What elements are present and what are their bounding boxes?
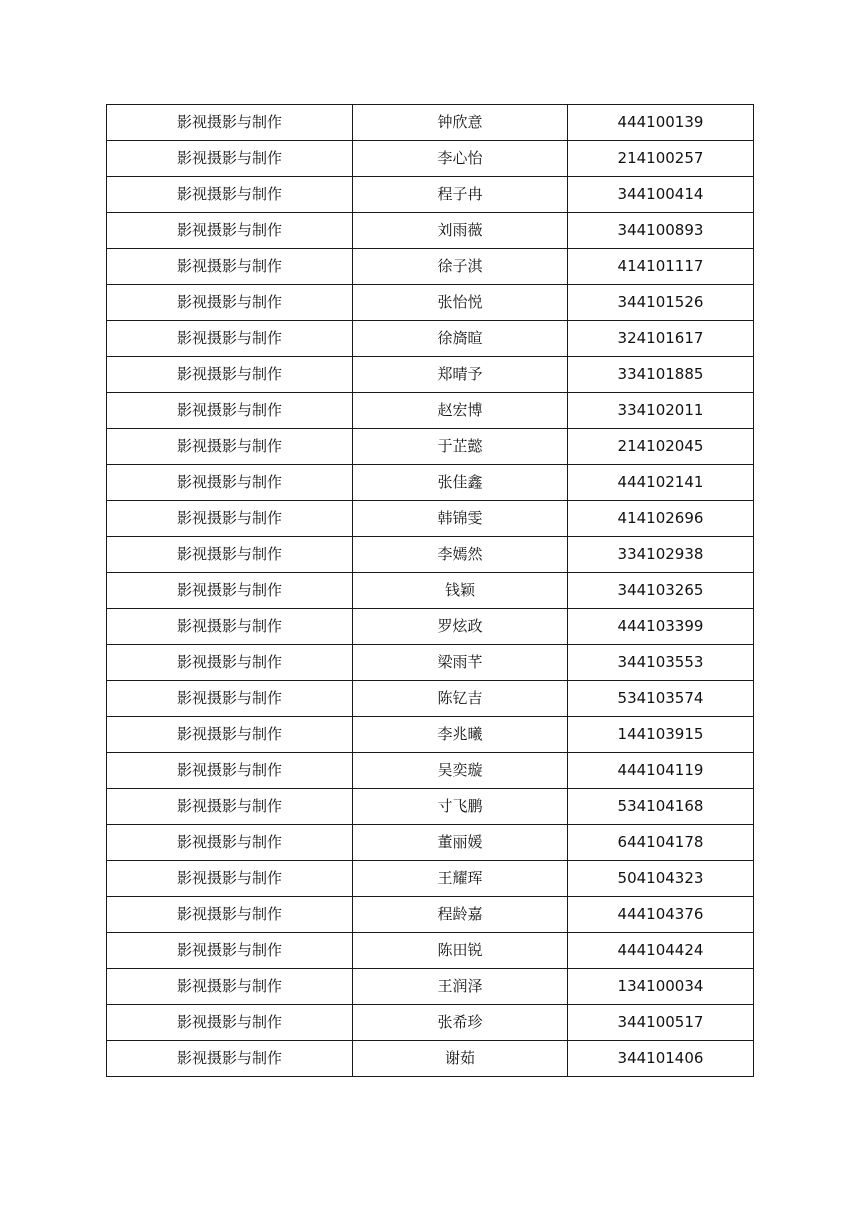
table-row xyxy=(107,717,754,753)
major-cell: 影视摄影与制作 xyxy=(107,357,353,393)
major-cell: 影视摄影与制作 xyxy=(107,897,353,933)
table-body xyxy=(107,105,754,1077)
id-cell: 334102938 xyxy=(568,537,754,573)
id-cell: 334102011 xyxy=(568,393,754,429)
id-cell: 344103553 xyxy=(568,645,754,681)
table-row xyxy=(107,537,754,573)
id-cell: 504104323 xyxy=(568,861,754,897)
id-cell: 444104376 xyxy=(568,897,754,933)
id-cell: 644104178 xyxy=(568,825,754,861)
name-cell: 李兆曦 xyxy=(353,717,568,753)
major-cell: 影视摄影与制作 xyxy=(107,1041,353,1077)
major-cell: 影视摄影与制作 xyxy=(107,393,353,429)
name-cell: 陈钇吉 xyxy=(353,681,568,717)
major-cell: 影视摄影与制作 xyxy=(107,285,353,321)
name-cell: 张怡悦 xyxy=(353,285,568,321)
id-cell: 534103574 xyxy=(568,681,754,717)
name-cell: 郑晴予 xyxy=(353,357,568,393)
name-cell: 吴奕璇 xyxy=(353,753,568,789)
id-cell: 414101117 xyxy=(568,249,754,285)
name-cell: 韩锦雯 xyxy=(353,501,568,537)
table-row xyxy=(107,825,754,861)
id-cell: 534104168 xyxy=(568,789,754,825)
major-cell: 影视摄影与制作 xyxy=(107,753,353,789)
table-row xyxy=(107,609,754,645)
major-cell: 影视摄影与制作 xyxy=(107,213,353,249)
name-cell: 王润泽 xyxy=(353,969,568,1005)
major-cell: 影视摄影与制作 xyxy=(107,573,353,609)
major-cell: 影视摄影与制作 xyxy=(107,861,353,897)
id-cell: 144103915 xyxy=(568,717,754,753)
table-row xyxy=(107,573,754,609)
name-cell: 陈田锐 xyxy=(353,933,568,969)
table-row xyxy=(107,177,754,213)
major-cell: 影视摄影与制作 xyxy=(107,933,353,969)
major-cell: 影视摄影与制作 xyxy=(107,501,353,537)
name-cell: 王耀珲 xyxy=(353,861,568,897)
table-row xyxy=(107,429,754,465)
name-cell: 徐旖暄 xyxy=(353,321,568,357)
major-cell: 影视摄影与制作 xyxy=(107,429,353,465)
name-cell: 程龄嘉 xyxy=(353,897,568,933)
id-cell: 324101617 xyxy=(568,321,754,357)
major-cell: 影视摄影与制作 xyxy=(107,141,353,177)
id-cell: 334101885 xyxy=(568,357,754,393)
name-cell: 董丽媛 xyxy=(353,825,568,861)
table-row xyxy=(107,681,754,717)
name-cell: 梁雨芊 xyxy=(353,645,568,681)
name-cell: 罗炫政 xyxy=(353,609,568,645)
table-row xyxy=(107,105,754,141)
id-cell: 344100414 xyxy=(568,177,754,213)
major-cell: 影视摄影与制作 xyxy=(107,321,353,357)
id-cell: 444104424 xyxy=(568,933,754,969)
table-row xyxy=(107,861,754,897)
name-cell: 李嫣然 xyxy=(353,537,568,573)
major-cell: 影视摄影与制作 xyxy=(107,645,353,681)
name-cell: 谢茹 xyxy=(353,1041,568,1077)
table-row xyxy=(107,501,754,537)
major-cell: 影视摄影与制作 xyxy=(107,681,353,717)
major-cell: 影视摄影与制作 xyxy=(107,717,353,753)
table-row xyxy=(107,789,754,825)
table-row xyxy=(107,753,754,789)
major-cell: 影视摄影与制作 xyxy=(107,177,353,213)
table-row xyxy=(107,141,754,177)
table-row xyxy=(107,393,754,429)
id-cell: 344100893 xyxy=(568,213,754,249)
table-row xyxy=(107,645,754,681)
major-cell: 影视摄影与制作 xyxy=(107,537,353,573)
table-row xyxy=(107,249,754,285)
table-row xyxy=(107,1005,754,1041)
id-cell: 214100257 xyxy=(568,141,754,177)
name-cell: 赵宏博 xyxy=(353,393,568,429)
major-cell: 影视摄影与制作 xyxy=(107,465,353,501)
name-cell: 钱颖 xyxy=(353,573,568,609)
table-row xyxy=(107,1041,754,1077)
id-cell: 134100034 xyxy=(568,969,754,1005)
major-cell: 影视摄影与制作 xyxy=(107,609,353,645)
table-row xyxy=(107,933,754,969)
table-row xyxy=(107,213,754,249)
student-list-table xyxy=(106,104,754,1077)
name-cell: 刘雨薇 xyxy=(353,213,568,249)
table-row xyxy=(107,357,754,393)
name-cell: 张佳鑫 xyxy=(353,465,568,501)
id-cell: 444103399 xyxy=(568,609,754,645)
id-cell: 414102696 xyxy=(568,501,754,537)
table-row xyxy=(107,897,754,933)
major-cell: 影视摄影与制作 xyxy=(107,825,353,861)
id-cell: 344100517 xyxy=(568,1005,754,1041)
name-cell: 于芷懿 xyxy=(353,429,568,465)
major-cell: 影视摄影与制作 xyxy=(107,789,353,825)
id-cell: 344101406 xyxy=(568,1041,754,1077)
name-cell: 徐子淇 xyxy=(353,249,568,285)
name-cell: 寸飞鹏 xyxy=(353,789,568,825)
table-row xyxy=(107,465,754,501)
name-cell: 李心怡 xyxy=(353,141,568,177)
major-cell: 影视摄影与制作 xyxy=(107,249,353,285)
name-cell: 程子冉 xyxy=(353,177,568,213)
id-cell: 444100139 xyxy=(568,105,754,141)
name-cell: 钟欣意 xyxy=(353,105,568,141)
id-cell: 444104119 xyxy=(568,753,754,789)
major-cell: 影视摄影与制作 xyxy=(107,1005,353,1041)
table-row xyxy=(107,969,754,1005)
major-cell: 影视摄影与制作 xyxy=(107,105,353,141)
id-cell: 214102045 xyxy=(568,429,754,465)
id-cell: 344103265 xyxy=(568,573,754,609)
major-cell: 影视摄影与制作 xyxy=(107,969,353,1005)
id-cell: 344101526 xyxy=(568,285,754,321)
table-row xyxy=(107,321,754,357)
name-cell: 张希珍 xyxy=(353,1005,568,1041)
id-cell: 444102141 xyxy=(568,465,754,501)
table-row xyxy=(107,285,754,321)
